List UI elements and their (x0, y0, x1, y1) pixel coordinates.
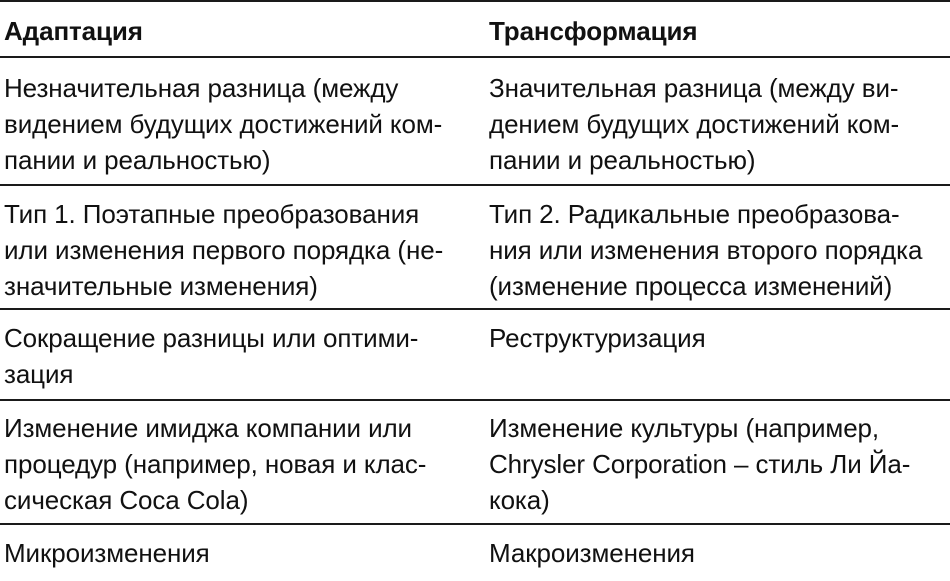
header-rule (0, 56, 950, 58)
row-4-adaptation (4, 410, 426, 518)
cell-line: пании и реальностью) (4, 145, 271, 175)
cell-line: сическая Coca Cola) (4, 485, 249, 515)
cell-line: ния или изменения второго порядка (489, 235, 923, 265)
row-4-transformation (489, 410, 910, 518)
header-adaptation: Адаптация (4, 16, 143, 46)
cell-line: или изменения первого порядка (не- (4, 235, 444, 265)
cell-line: дением будущих достижений ком- (489, 109, 900, 139)
cell-line: Изменение имиджа компании или (4, 413, 412, 443)
cell-line: Изменение культуры (например, (489, 413, 880, 443)
cell-line: Сокращение разницы или оптими- (4, 323, 419, 353)
row-3-adaptation (4, 320, 418, 392)
row-3-transformation (489, 320, 706, 356)
cell-line: Макроизменения (489, 538, 695, 568)
row-2-transformation (489, 196, 922, 304)
row-divider (0, 308, 950, 310)
row-5-adaptation (4, 535, 210, 571)
cell-line: пании и реальностью) (489, 145, 756, 175)
row-divider (0, 184, 950, 186)
cell-line: Микроизменения (4, 538, 210, 568)
cell-line: значительные изменения) (4, 271, 318, 301)
row-1-transformation (489, 70, 899, 178)
cell-line: (изменение процесса изменений) (489, 271, 893, 301)
cell-line: Тип 2. Радикальные преобразова- (489, 199, 900, 229)
cell-line: Chrysler Corporation – стиль Ли Йа- (489, 449, 911, 479)
cell-line: Незначительная разница (между (4, 73, 399, 103)
cell-line: Значительная разница (между ви- (489, 73, 899, 103)
header-transformation: Трансформация (489, 16, 698, 46)
cell-line: Реструктуризация (489, 323, 706, 353)
cell-line: видением будущих достижений ком- (4, 109, 443, 139)
cell-line: кока) (489, 485, 550, 515)
row-2-adaptation (4, 196, 443, 304)
row-divider (0, 399, 950, 401)
row-divider (0, 523, 950, 525)
cell-line: процедур (например, новая и клас- (4, 449, 427, 479)
row-5-transformation (489, 535, 695, 571)
row-1-adaptation (4, 70, 442, 178)
cell-line: Тип 1. Поэтапные преобразования (4, 199, 420, 229)
table-top-rule (0, 0, 950, 2)
cell-line: зация (4, 359, 74, 389)
